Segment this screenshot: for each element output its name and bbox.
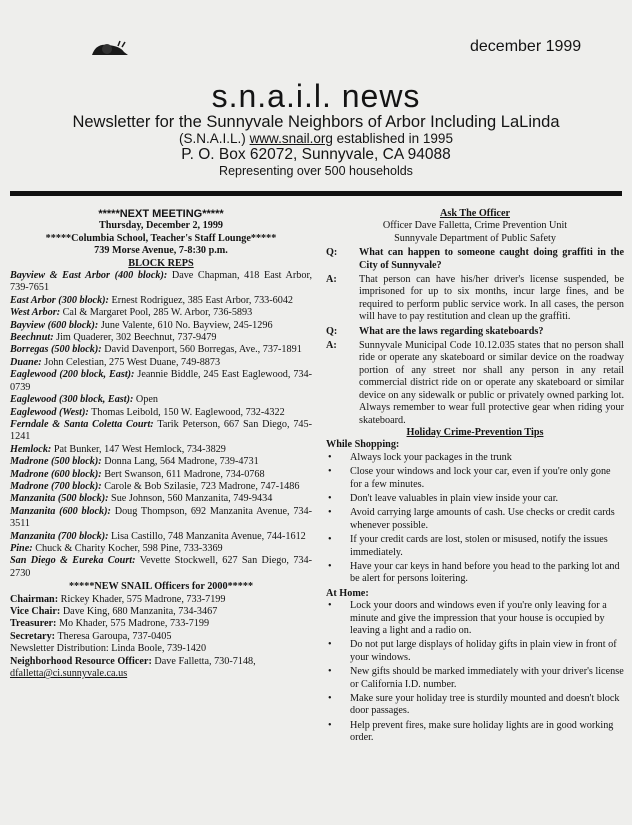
block-rep-area: Ferndale & Santa Coletta Court: bbox=[10, 418, 154, 430]
bullet-icon: • bbox=[328, 693, 332, 705]
block-rep-area: Eaglewood (West): bbox=[10, 406, 89, 418]
established: established in 1995 bbox=[336, 131, 453, 146]
block-rep-area: West Arbor: bbox=[10, 307, 61, 319]
website-link[interactable]: www.snail.org bbox=[249, 131, 333, 146]
tip-text: If your credit cards are lost, stolen or misused, notify the issues immediately. bbox=[350, 534, 608, 558]
officer-entry bbox=[10, 618, 312, 630]
tip-text: Always lock your packages in the trunk bbox=[350, 451, 512, 463]
tip-item bbox=[326, 507, 624, 532]
block-rep-contact: Bert Swanson, 611 Madrone, 734-0768 bbox=[101, 468, 265, 480]
block-rep-contact: David Davenport, 560 Borregas, Ave., 737-1891 bbox=[101, 344, 302, 356]
block-rep-contact: Ernest Rodriguez, 385 East Arbor, 733-6042 bbox=[108, 294, 294, 306]
answer-row bbox=[326, 274, 624, 324]
officer-entry bbox=[10, 594, 312, 606]
question-text: What can happen to someone caught doing graffiti in the City of Sunnyvale? bbox=[359, 247, 624, 271]
block-rep-entry bbox=[10, 369, 312, 394]
left-column bbox=[10, 208, 312, 680]
snail-logo bbox=[90, 40, 130, 58]
qa-key: Q: bbox=[326, 325, 338, 337]
block-rep-entry bbox=[10, 493, 312, 505]
tip-item bbox=[326, 534, 624, 559]
block-rep-area: East Arbor (300 block): bbox=[10, 294, 109, 306]
po-box: P. O. Box 62072, Sunnyvale, CA 94088 bbox=[181, 146, 451, 163]
tip-item bbox=[326, 693, 624, 718]
officer-entry bbox=[10, 656, 312, 668]
officer-role: Vice Chair: bbox=[10, 606, 61, 617]
bullet-icon: • bbox=[328, 639, 332, 651]
officers-heading: *****NEW SNAIL Officers for 2000***** bbox=[68, 581, 254, 593]
question-row bbox=[326, 326, 624, 338]
officer-contact: Linda Boole, 739-1420 bbox=[108, 643, 207, 655]
tip-item bbox=[326, 493, 624, 505]
officer-contact: Dave Falletta, 730-7148, bbox=[151, 655, 256, 667]
question-text: What are the laws regarding skateboards? bbox=[359, 325, 544, 337]
block-rep-entry bbox=[10, 481, 312, 493]
officer-entry bbox=[10, 631, 312, 643]
shopping-heading: While Shopping: bbox=[326, 439, 400, 451]
qa-key: A: bbox=[326, 340, 337, 352]
officers-list bbox=[10, 594, 312, 668]
block-rep-entry bbox=[10, 506, 312, 531]
tips-heading: Holiday Crime-Prevention Tips bbox=[406, 426, 544, 438]
block-rep-entry bbox=[10, 394, 312, 406]
block-rep-area: Madrone (700 block): bbox=[10, 480, 102, 492]
block-rep-contact: Dave Chapman, 418 East Arbor, 739-7651 bbox=[10, 270, 312, 294]
right-column bbox=[326, 208, 624, 747]
bullet-icon: • bbox=[328, 666, 332, 678]
block-rep-entry bbox=[10, 407, 312, 419]
block-rep-contact: Jeannie Biddle, 245 East Eaglewood, 734-0739 bbox=[10, 369, 312, 393]
block-rep-contact: Open bbox=[133, 394, 158, 406]
officer-contact: Dave King, 680 Manzanita, 734-3467 bbox=[60, 606, 218, 617]
tip-item bbox=[326, 720, 624, 745]
bullet-icon: • bbox=[328, 719, 332, 731]
officer-entry bbox=[10, 606, 312, 618]
block-rep-area: Pine: bbox=[10, 542, 33, 554]
meeting-heading: *****NEXT MEETING***** bbox=[98, 208, 224, 220]
block-rep-entry bbox=[10, 332, 312, 344]
tip-item bbox=[326, 600, 624, 637]
tip-item bbox=[326, 452, 624, 464]
officer-contact: Rickey Khader, 575 Madrone, 733-7199 bbox=[58, 593, 226, 605]
block-rep-contact: Carole & Bob Szilasie, 723 Madrone, 747-1486 bbox=[101, 480, 300, 492]
meeting-date: Thursday, December 2, 1999 bbox=[98, 220, 224, 232]
block-rep-contact: Pat Bunker, 147 West Hemlock, 734-3829 bbox=[51, 443, 226, 455]
bullet-icon: • bbox=[328, 492, 332, 504]
tip-item bbox=[326, 561, 624, 586]
tip-item bbox=[326, 639, 624, 664]
bullet-icon: • bbox=[328, 534, 332, 546]
block-rep-area: Madrone (500 block): bbox=[10, 456, 102, 468]
block-rep-area: Eaglewood (300 block, East): bbox=[10, 394, 134, 406]
block-rep-entry bbox=[10, 531, 312, 543]
block-rep-contact: June Valente, 610 No. Bayview, 245-1296 bbox=[98, 319, 273, 331]
block-rep-contact: Sue Johnson, 560 Manzanita, 749-9434 bbox=[108, 493, 273, 505]
tip-text: Have your car keys in hand before you head to the parking lot and be alert for persons loitering. bbox=[350, 560, 620, 585]
bullet-icon: • bbox=[328, 507, 332, 519]
ask-officer-heading: Ask The Officer bbox=[440, 208, 510, 219]
block-rep-contact: Jim Quaderer, 302 Beechnut, 737-9479 bbox=[53, 332, 217, 344]
block-rep-contact: Chuck & Charity Kocher, 598 Pine, 733-3369 bbox=[32, 542, 223, 554]
block-rep-entry bbox=[10, 555, 312, 580]
answer-row bbox=[326, 340, 624, 427]
block-rep-area: Bayview & East Arbor (400 block): bbox=[10, 270, 168, 282]
officer-role: Neighborhood Resource Officer: bbox=[10, 655, 152, 667]
block-rep-entry bbox=[10, 456, 312, 468]
block-rep-entry bbox=[10, 344, 312, 356]
home-tips-list bbox=[326, 600, 624, 744]
acronym: (S.N.A.I.L.) bbox=[179, 131, 246, 146]
tip-text: Do not put large displays of holiday gifts in plain view in front of your windows. bbox=[350, 639, 617, 663]
block-rep-area: Madrone (600 block): bbox=[10, 468, 102, 480]
block-rep-contact: Vevette Stockwell, 627 San Diego, 734-2730 bbox=[10, 555, 312, 579]
block-rep-area: Manzanita (500 block): bbox=[10, 493, 109, 505]
block-rep-entry bbox=[10, 270, 312, 295]
home-heading: At Home: bbox=[326, 587, 369, 599]
qa-key: Q: bbox=[326, 247, 338, 259]
block-rep-entry bbox=[10, 357, 312, 369]
bullet-icon: • bbox=[328, 451, 332, 463]
officer-contact: Mo Khader, 575 Madrone, 733-7199 bbox=[56, 618, 210, 630]
block-reps-list bbox=[10, 270, 312, 580]
qa-list bbox=[326, 247, 624, 427]
block-rep-area: Duane: bbox=[10, 356, 42, 368]
department-byline: Sunnyvale Department of Public Safety bbox=[394, 232, 556, 244]
block-rep-area: Eaglewood (200 block, East): bbox=[10, 369, 135, 381]
tip-text: Close your windows and lock your car, even if you're only gone for a few minutes. bbox=[350, 466, 611, 490]
block-rep-entry bbox=[10, 307, 312, 319]
block-rep-contact: Lisa Castillo, 748 Manzanita Avenue, 744-1612 bbox=[108, 530, 306, 542]
block-rep-entry bbox=[10, 543, 312, 555]
block-rep-contact: Doug Thompson, 692 Manzanita Avenue, 734-3511 bbox=[10, 505, 312, 530]
tip-text: Lock your doors and windows even if you're only leaving for a minute and give the impression that your house is occupied by leaving a light and a radio on. bbox=[350, 600, 607, 636]
block-rep-entry bbox=[10, 444, 312, 456]
block-rep-entry bbox=[10, 419, 312, 444]
answer-text: That person can have his/her driver's license suspended, be imprisoned for up to six months, incur large fines, and be required to perform public service work. In all cases, the person will have to pay restitution and clean up the graffiti. bbox=[359, 274, 624, 323]
tip-text: Avoid carrying large amounts of cash. Use checks or credit cards whenever possible. bbox=[350, 507, 615, 531]
block-rep-area: Bayview (600 block): bbox=[10, 319, 99, 331]
tip-text: Don't leave valuables in plain view inside your car. bbox=[350, 492, 559, 504]
officer-email-link[interactable]: dfalletta@ci.sunnyvale.ca.us bbox=[10, 668, 128, 680]
block-rep-contact: Tarik Peterson, 667 San Diego, 745-1241 bbox=[10, 418, 313, 443]
tip-text: Help prevent fires, make sure holiday lights are in good working order. bbox=[350, 719, 614, 744]
households-line: Representing over 500 households bbox=[219, 164, 413, 178]
block-rep-contact: Thomas Leibold, 150 W. Eaglewood, 732-4322 bbox=[88, 406, 285, 418]
block-rep-entry bbox=[10, 320, 312, 332]
officer-role: Treasurer: bbox=[10, 618, 57, 630]
block-reps-heading: BLOCK REPS bbox=[128, 257, 194, 269]
officer-contact: Theresa Garoupa, 737-0405 bbox=[55, 630, 172, 642]
block-rep-area: Borregas (500 block): bbox=[10, 344, 102, 356]
header-divider bbox=[10, 191, 622, 196]
officer-role: Secretary: bbox=[10, 630, 56, 642]
bullet-icon: • bbox=[328, 600, 332, 612]
meeting-address: 739 Morse Avenue, 7-8:30 p.m. bbox=[94, 245, 228, 257]
officer-entry bbox=[10, 643, 312, 655]
question-row bbox=[326, 247, 624, 272]
block-rep-contact: Donna Lang, 564 Madrone, 739-4731 bbox=[101, 456, 259, 468]
bullet-icon: • bbox=[328, 466, 332, 478]
meeting-place: *****Columbia School, Teacher's Staff Lounge***** bbox=[45, 232, 277, 244]
block-rep-entry bbox=[10, 295, 312, 307]
block-rep-contact: Cal & Margaret Pool, 285 W. Arbor, 736-5893 bbox=[60, 307, 253, 319]
tip-text: Make sure your holiday tree is sturdily mounted and doesn't block door passages. bbox=[350, 693, 620, 717]
answer-text: Sunnyvale Municipal Code 10.12.035 states that no person shall ride or operate any skateboard or similar device on the roadway portion of any street nor shall any person in any retail commercial district ride on or operate any skateboard or similar device on any sidewalk or public or privately owned parking lot. Always remember to wear full protective gear when riding your skateboard. bbox=[359, 340, 624, 426]
officer-role: Chairman: bbox=[10, 593, 59, 605]
newsletter-title: s.n.a.i.l. news bbox=[211, 78, 421, 114]
block-rep-area: Manzanita (600 block): bbox=[10, 505, 111, 517]
block-rep-area: Beechnut: bbox=[10, 332, 54, 344]
masthead-info-line bbox=[0, 131, 632, 146]
tip-item bbox=[326, 466, 624, 491]
block-rep-area: Manzanita (700 block): bbox=[10, 530, 109, 542]
qa-key: A: bbox=[326, 274, 337, 286]
officer-byline: Officer Dave Falletta, Crime Prevention Unit bbox=[382, 220, 568, 232]
tip-item bbox=[326, 666, 624, 691]
block-rep-area: Hemlock: bbox=[10, 443, 52, 455]
block-rep-area: San Diego & Eureka Court: bbox=[10, 555, 136, 567]
newsletter-subtitle: Newsletter for the Sunnyvale Neighbors of Arbor Including LaLinda bbox=[72, 113, 560, 131]
block-rep-contact: John Celestian, 275 West Duane, 749-8873 bbox=[41, 356, 221, 368]
officer-role: Newsletter Distribution: bbox=[10, 643, 109, 655]
issue-date: december 1999 bbox=[470, 38, 582, 55]
tip-text: New gifts should be marked immediately with your driver's license or California I.D. number. bbox=[350, 666, 624, 690]
bullet-icon: • bbox=[328, 560, 332, 572]
shopping-tips-list bbox=[326, 452, 624, 586]
block-rep-entry bbox=[10, 469, 312, 481]
